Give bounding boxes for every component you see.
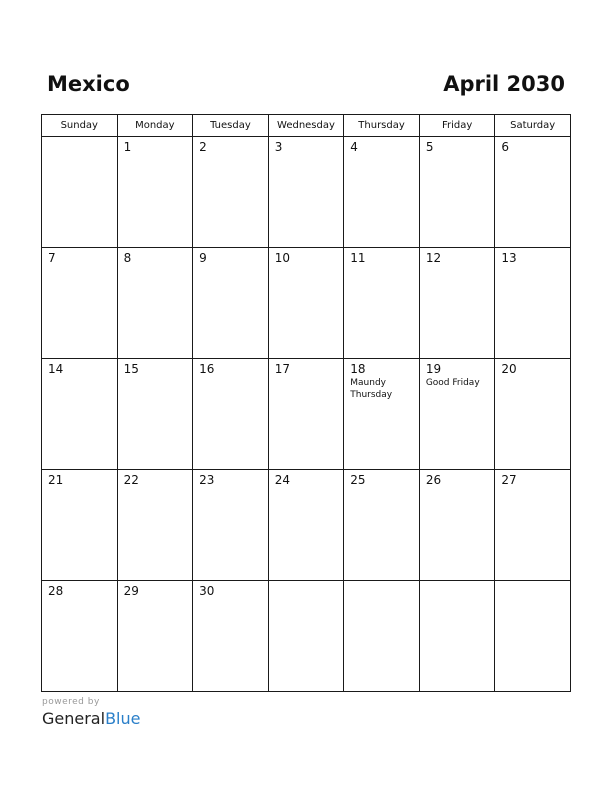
day-number: 5 [425,140,434,154]
day-cell[interactable] [193,470,269,581]
powered-by-text: powered by [42,697,100,707]
weekday-header: Wednesday [268,115,344,137]
day-cell[interactable] [42,581,118,692]
day-cell[interactable] [495,137,571,248]
day-number: 21 [48,473,64,487]
day-number: 25 [350,473,366,487]
week-row [42,470,571,581]
day-number: 3 [274,140,283,154]
empty-day-cell [42,137,118,248]
day-number: 7 [48,251,56,265]
weekday-header: Tuesday [193,115,269,137]
day-number: 10 [274,251,290,265]
day-number: 15 [123,362,139,376]
day-number: 27 [501,473,517,487]
day-cell[interactable] [344,248,420,359]
calendar-grid [41,114,571,692]
day-number: 22 [123,473,139,487]
day-number: 30 [199,584,215,598]
empty-day-cell [344,581,420,692]
day-number: 13 [501,251,517,265]
day-cell[interactable] [268,248,344,359]
day-number: 8 [123,251,132,265]
day-cell[interactable] [193,581,269,692]
weekday-header: Friday [419,115,495,137]
day-cell[interactable] [495,359,571,470]
day-number: 19 [425,362,442,376]
day-cell[interactable] [268,137,344,248]
month-year-title: April 2030 [443,72,565,96]
day-number: 23 [199,473,215,487]
country-title: Mexico [47,72,130,96]
day-cell[interactable] [42,470,118,581]
day-number: 29 [123,584,139,598]
day-number: 12 [425,251,442,265]
empty-day-cell [495,581,571,692]
day-number: 2 [199,140,207,154]
day-number: 4 [350,140,358,154]
empty-day-cell [268,581,344,692]
day-cell[interactable] [495,248,571,359]
week-row [42,581,571,692]
day-cell[interactable] [117,470,193,581]
day-number: 28 [48,584,64,598]
week-row [42,137,571,248]
brand-general: General [42,709,106,728]
day-cell[interactable] [193,137,269,248]
day-number: 6 [501,140,510,154]
day-number: 1 [123,140,132,154]
day-cell[interactable] [344,137,420,248]
holiday-label: Maundy Thursday [350,378,393,400]
day-number: 9 [199,251,207,265]
generalblue-logo[interactable] [42,709,140,729]
weekday-header: Monday [117,115,193,137]
day-cell[interactable] [42,248,118,359]
day-cell[interactable] [495,470,571,581]
day-number: 26 [425,473,442,487]
day-cell[interactable] [344,470,420,581]
day-number: 24 [274,473,290,487]
weekday-header-row [42,115,571,137]
day-cell[interactable] [419,470,495,581]
day-number: 17 [274,362,290,376]
day-cell[interactable] [419,137,495,248]
week-row [42,248,571,359]
day-cell[interactable] [419,359,495,470]
day-cell[interactable] [117,359,193,470]
weekday-header: Thursday [344,115,420,137]
day-cell[interactable] [193,359,269,470]
day-number: 20 [501,362,517,376]
day-number: 18 [350,362,366,376]
day-cell[interactable] [268,359,344,470]
day-cell[interactable] [117,248,193,359]
day-number: 11 [350,251,366,265]
day-cell[interactable] [344,359,420,470]
brand-blue: Blue [105,709,141,728]
day-cell[interactable] [268,470,344,581]
weekday-header: Saturday [495,115,571,137]
day-cell[interactable] [117,137,193,248]
day-cell[interactable] [117,581,193,692]
day-cell[interactable] [193,248,269,359]
week-row [42,359,571,470]
day-number: 16 [199,362,215,376]
empty-day-cell [419,581,495,692]
footer-branding [42,697,140,729]
holiday-label: Good Friday [425,378,480,388]
day-number: 14 [48,362,64,376]
day-cell[interactable] [42,359,118,470]
weekday-header: Sunday [42,115,118,137]
day-cell[interactable] [419,248,495,359]
